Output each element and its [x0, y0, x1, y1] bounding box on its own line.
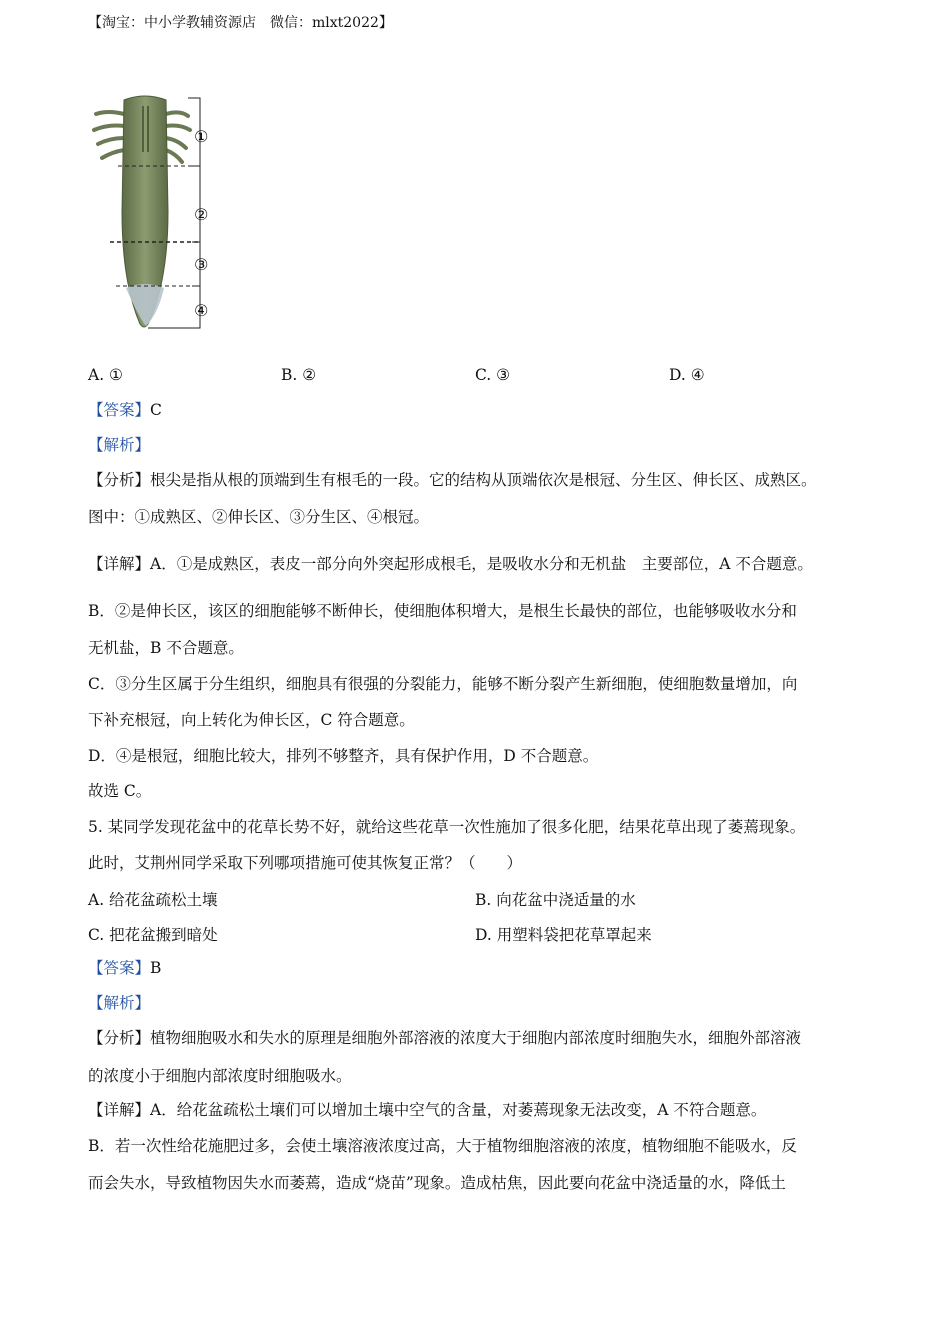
q5-detail-a	[88, 1100, 766, 1120]
q5-detail-b1: B．若一次性给花施肥过多，会使土壤溶液浓度过高，大于植物细胞溶液的浓度，植物细胞不能吸水，反	[88, 1137, 797, 1155]
q4-option-c: C. ③	[475, 366, 511, 384]
q4-conclusion: 故选 C。	[88, 782, 152, 800]
q5-option-a: A. 给花盆疏松土壤	[88, 891, 218, 909]
answer-tag: 【答案】	[88, 959, 151, 977]
q4-analysis-tag: 【解析】	[88, 436, 151, 454]
q5-detail-b2: 而会失水，导致植物因失水而萎蔫，造成“烧苗”现象。造成枯焦，因此要向花盆中浇适量的水，降低土	[88, 1174, 786, 1192]
fenxi-tag: 【分析】	[88, 1029, 151, 1047]
answer-tag: 【答案】	[88, 401, 151, 419]
q4-option-d: D. ④	[669, 366, 705, 384]
q5-option-b: B. 向花盆中浇适量的水	[475, 891, 636, 909]
q4-detail-d: D．④是根冠，细胞比较大，排列不够整齐，具有保护作用，D 不合题意。	[88, 747, 599, 765]
q4-option-b: B. ②	[281, 366, 317, 384]
fenxi-tag: 【分析】	[88, 471, 151, 489]
q5-stem-1: 5. 某同学发现花盆中的花草长势不好，就给这些花草一次性施加了很多化肥，结果花草出现了萎蔫现象。	[88, 818, 806, 836]
q5-option-d: D. 用塑料袋把花草罩起来	[475, 926, 652, 944]
root-cap	[126, 284, 164, 326]
figure-label-3: ③	[194, 255, 209, 274]
q4-fenxi-2: 图中：①成熟区、②伸长区、③分生区、④根冠。	[88, 508, 430, 526]
figure-label-4: ④	[194, 301, 209, 320]
q5-stem-2: 此时，艾荆州同学采取下列哪项措施可使其恢复正常？（ ）	[88, 854, 523, 872]
fenxi-text: 植物细胞吸水和失水的原理是细胞外部溶液的浓度大于细胞内部浓度时细胞失水，细胞外部溶液	[150, 1029, 802, 1047]
q5-fenxi-2: 的浓度小于细胞内部浓度时细胞吸水。	[88, 1067, 352, 1085]
q5-answer	[88, 958, 161, 978]
detail-tag: 【详解】	[88, 1101, 151, 1119]
fenxi-text: 根尖是指从根的顶端到生有根毛的一段。它的结构从顶端依次是根冠、分生区、伸长区、成熟区。	[150, 471, 817, 489]
q4-answer	[88, 400, 162, 420]
q4-detail-b1: B．②是伸长区，该区的细胞能够不断伸长，使细胞体积增大，是根生长最快的部位，也能够吸收水分和	[88, 602, 797, 620]
root-tip-figure	[88, 92, 228, 332]
answer-value: C	[150, 401, 162, 419]
answer-value: B	[150, 959, 162, 977]
detail-text: A．给花盆疏松土壤们可以增加土壤中空气的含量，对萎蔫现象无法改变，A 不符合题意。	[150, 1101, 767, 1119]
detail-tag: 【详解】	[88, 555, 151, 573]
figure-label-1: ①	[194, 127, 209, 146]
q4-detail-c2: 下补充根冠，向上转化为伸长区，C 符合题意。	[88, 711, 415, 729]
q5-fenxi-1	[88, 1028, 801, 1048]
detail-text: A．①是成熟区，表皮一部分向外突起形成根毛，是吸收水分和无机盐 主要部位，A 不合题意。	[150, 555, 813, 573]
q4-fenxi-1	[88, 470, 817, 490]
q5-option-c: C. 把花盆搬到暗处	[88, 926, 218, 944]
q5-analysis-tag: 【解析】	[88, 994, 151, 1012]
page-header: 【淘宝：中小学教辅资源店 微信：mlxt2022】	[88, 15, 393, 31]
q4-option-a: A. ①	[88, 366, 123, 384]
q4-detail-b2: 无机盐，B 不合题意。	[88, 639, 244, 657]
q4-detail-a	[88, 554, 813, 574]
figure-label-2: ②	[194, 205, 209, 224]
q4-detail-c1: C．③分生区属于分生组织，细胞具有很强的分裂能力，能够不断分裂产生新细胞，使细胞数量增加，向	[88, 675, 798, 693]
